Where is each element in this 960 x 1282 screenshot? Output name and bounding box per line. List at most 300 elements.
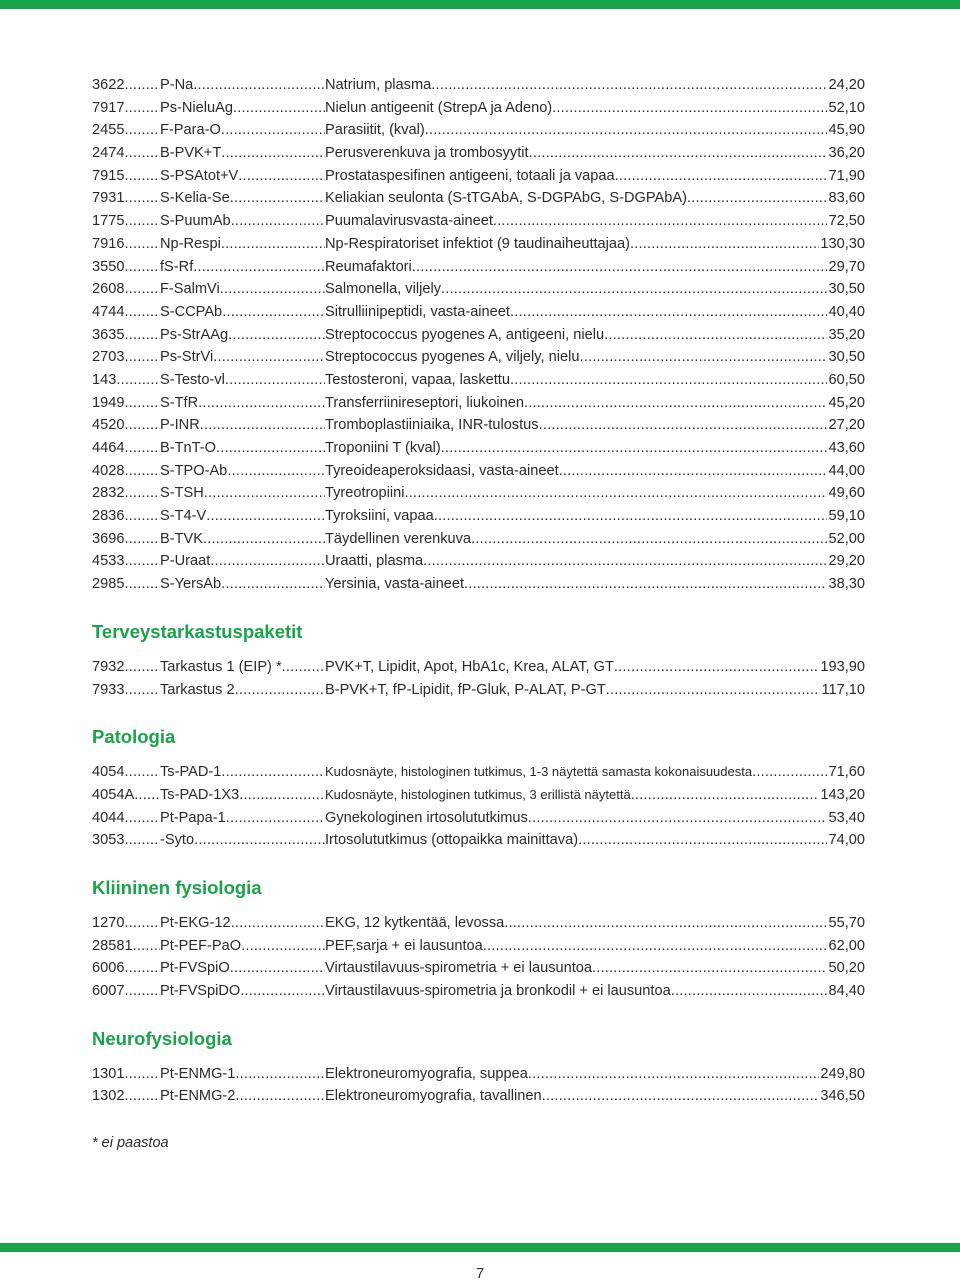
price-row	[92, 829, 865, 852]
test-code	[92, 935, 160, 958]
price-row	[92, 369, 865, 392]
price-row	[92, 679, 865, 702]
test-price: 35,20	[827, 324, 865, 347]
test-price: 30,50	[827, 346, 865, 369]
dot-leader	[124, 119, 160, 142]
test-description-text: Irtosolututkimus (ottopaikka mainittava)	[325, 829, 578, 852]
page-number: 7	[475, 1265, 485, 1282]
dot-leader	[116, 369, 160, 392]
price-list	[92, 74, 865, 1151]
test-description-text: Tyreotropiini	[325, 482, 405, 505]
test-code-text: 2608	[92, 278, 124, 301]
test-code	[92, 165, 160, 188]
dot-leader	[441, 437, 865, 460]
dot-leader	[592, 957, 865, 980]
test-description-text: Natrium, plasma	[325, 74, 431, 97]
price-row	[92, 528, 865, 551]
price-row	[92, 980, 865, 1003]
test-code	[92, 980, 160, 1003]
price-row	[92, 1085, 865, 1108]
dot-leader	[124, 912, 160, 935]
test-code-text: 4744	[92, 301, 124, 324]
test-price: 143,20	[819, 784, 865, 807]
test-abbreviation-text: S-PSAtot+V	[160, 165, 238, 188]
test-description-text: EKG, 12 kytkentää, levossa	[325, 912, 504, 935]
section	[92, 874, 865, 1003]
dot-leader	[124, 482, 160, 505]
test-price: 36,20	[827, 142, 865, 165]
price-row	[92, 278, 865, 301]
test-abbreviation-text: Pt-FVSpiDO	[160, 980, 240, 1003]
price-row	[92, 142, 865, 165]
dot-leader	[559, 460, 865, 483]
test-description-text: Virtaustilavuus-spirometria ja bronkodil + ei lausuntoa	[325, 980, 671, 1003]
test-description-text: Perusverenkuva ja trombosyytit	[325, 142, 529, 165]
test-code-text: 2455	[92, 119, 124, 142]
test-description-text: Salmonella, viljely	[325, 278, 441, 301]
test-description	[325, 119, 865, 142]
test-code	[92, 278, 160, 301]
test-description-text: Streptococcus pyogenes A, antigeeni, nielu	[325, 324, 604, 347]
test-abbreviation-text: Ps-StrAAg	[160, 324, 228, 347]
test-price: 74,00	[827, 829, 865, 852]
test-abbreviation-text: Np-Respi	[160, 233, 221, 256]
test-price: 43,60	[827, 437, 865, 460]
test-abbreviation-text: S-Kelia-Se	[160, 187, 230, 210]
test-price: 30,50	[827, 278, 865, 301]
test-abbreviation-text: S-TPO-Ab	[160, 460, 227, 483]
test-description	[325, 437, 865, 460]
test-description	[325, 460, 865, 483]
test-description-text: Tromboplastiiniaika, INR-tulostus	[325, 414, 539, 437]
test-code-text: 3635	[92, 324, 124, 347]
test-description-text: Yersinia, vasta-aineet	[325, 573, 464, 596]
test-code-text: 1301	[92, 1063, 124, 1086]
section-title: Neurofysiologia	[92, 1027, 232, 1049]
test-price: 71,60	[827, 761, 865, 784]
test-price: 55,70	[827, 912, 865, 935]
test-description	[325, 165, 865, 188]
test-price: 52,10	[827, 97, 865, 120]
test-price: 38,30	[827, 573, 865, 596]
dot-leader	[124, 957, 160, 980]
test-code	[92, 369, 160, 392]
test-price: 84,40	[827, 980, 865, 1003]
dot-leader	[528, 1063, 865, 1086]
test-description	[325, 301, 865, 324]
test-description	[325, 324, 865, 347]
test-price: 24,20	[827, 74, 865, 97]
price-row	[92, 935, 865, 958]
test-abbreviation-text: P-Na	[160, 74, 193, 97]
test-description	[325, 505, 865, 528]
test-description	[325, 784, 865, 807]
price-row	[92, 119, 865, 142]
test-abbreviation-text: S-PuumAb	[160, 210, 231, 233]
price-row	[92, 550, 865, 573]
test-description	[325, 912, 865, 935]
price-row	[92, 656, 865, 679]
test-code	[92, 528, 160, 551]
price-row	[92, 437, 865, 460]
dot-leader	[124, 829, 160, 852]
test-abbreviation-text: S-Testo-vl	[160, 369, 225, 392]
test-description-text: Np-Respiratoriset infektiot (9 taudinaiheuttajaa)	[325, 233, 630, 256]
test-description-text: Virtaustilavuus-spirometria + ei lausuntoa	[325, 957, 592, 980]
dot-leader	[124, 437, 160, 460]
test-code	[92, 346, 160, 369]
test-code-text: 4464	[92, 437, 124, 460]
dot-leader	[124, 392, 160, 415]
dot-leader	[133, 935, 160, 958]
dot-leader	[124, 1063, 160, 1086]
test-code-text: 4533	[92, 550, 124, 573]
dot-leader	[124, 278, 160, 301]
test-code	[92, 119, 160, 142]
test-code	[92, 505, 160, 528]
price-row	[92, 505, 865, 528]
test-code-text: 4044	[92, 807, 124, 830]
test-code-text: 7931	[92, 187, 124, 210]
test-abbreviation-text: S-YersAb	[160, 573, 221, 596]
test-code-text: 3053	[92, 829, 124, 852]
top-accent-bar	[0, 0, 960, 9]
test-description	[325, 807, 865, 830]
dot-leader	[124, 807, 160, 830]
dot-leader	[493, 210, 865, 233]
price-row	[92, 74, 865, 97]
test-code	[92, 301, 160, 324]
test-description	[325, 573, 865, 596]
test-code	[92, 829, 160, 852]
test-description-text: Nielun antigeenit (StrepA ja Adeno)	[325, 97, 552, 120]
test-code	[92, 573, 160, 596]
price-row	[92, 301, 865, 324]
dot-leader	[124, 679, 160, 702]
section-title: Patologia	[92, 726, 176, 748]
dot-leader	[471, 528, 865, 551]
test-code	[92, 912, 160, 935]
price-row	[92, 482, 865, 505]
test-abbreviation-text: Pt-EKG-12	[160, 912, 231, 935]
dot-leader	[124, 550, 160, 573]
test-code	[92, 1085, 160, 1108]
test-description-text: Reumafaktori	[325, 256, 412, 279]
test-code-text: 2832	[92, 482, 124, 505]
test-code-text: 7932	[92, 656, 124, 679]
dot-leader	[504, 912, 865, 935]
dot-leader	[124, 74, 160, 97]
dot-leader	[124, 142, 160, 165]
dot-leader	[510, 369, 865, 392]
dot-leader	[124, 256, 160, 279]
test-code-text: 7915	[92, 165, 124, 188]
test-code-text: 7916	[92, 233, 124, 256]
test-price: 53,40	[827, 807, 865, 830]
test-code-text: 1949	[92, 392, 124, 415]
section-title: Terveystarkastuspaketit	[92, 620, 303, 642]
test-code	[92, 761, 160, 784]
test-abbreviation-text: S-TfR	[160, 392, 198, 415]
test-code	[92, 784, 160, 807]
test-description	[325, 414, 865, 437]
test-code	[92, 957, 160, 980]
dot-leader	[124, 301, 160, 324]
test-description-text: PEF,sarja + ei lausuntoa	[325, 935, 483, 958]
test-code	[92, 414, 160, 437]
dot-leader	[405, 482, 866, 505]
test-description-text: Kudosnäyte, histologinen tutkimus, 1-3 näytettä samasta kokonaisuudesta	[325, 761, 752, 784]
test-description	[325, 1085, 865, 1108]
test-code	[92, 656, 160, 679]
test-code	[92, 256, 160, 279]
dot-leader	[412, 256, 865, 279]
dot-leader	[124, 980, 160, 1003]
test-description	[325, 74, 865, 97]
test-price: 83,60	[827, 187, 865, 210]
main-price-list	[92, 74, 865, 596]
test-abbreviation-text: Pt-ENMG-2	[160, 1085, 235, 1108]
test-code	[92, 437, 160, 460]
test-code	[92, 187, 160, 210]
test-description	[325, 1063, 865, 1086]
test-description	[325, 550, 865, 573]
test-code	[92, 807, 160, 830]
test-code-text: 3622	[92, 74, 124, 97]
test-description	[325, 210, 865, 233]
test-code-text: 28581	[92, 935, 133, 958]
test-description-text: Prostataspesifinen antigeeni, totaali ja vapaa	[325, 165, 615, 188]
price-row	[92, 460, 865, 483]
test-description-text: Keliakian seulonta (S-tTGAbA, S-DGPAbG, S-DGPAbA)	[325, 187, 687, 210]
test-abbreviation-text: Pt-PEF-PaO	[160, 935, 241, 958]
price-row	[92, 256, 865, 279]
dot-leader	[539, 414, 865, 437]
price-row	[92, 957, 865, 980]
test-code	[92, 97, 160, 120]
test-description-text: Gynekologinen irtosolututkimus	[325, 807, 528, 830]
test-abbreviation-text: Pt-ENMG-1	[160, 1063, 235, 1086]
price-row	[92, 165, 865, 188]
test-description	[325, 346, 865, 369]
test-code	[92, 392, 160, 415]
test-price: 52,00	[827, 528, 865, 551]
test-code-text: 2836	[92, 505, 124, 528]
test-description	[325, 278, 865, 301]
test-code-text: 1302	[92, 1085, 124, 1108]
dot-leader	[579, 346, 865, 369]
test-price: 193,90	[819, 656, 865, 679]
dot-leader	[510, 301, 865, 324]
sections-container	[92, 618, 865, 1108]
test-description-text: B-PVK+T, fP-Lipidit, fP-Gluk, P-ALAT, P-GT	[325, 679, 606, 702]
test-description-text: Tyreoideaperoksidaasi, vasta-aineet	[325, 460, 559, 483]
test-code	[92, 324, 160, 347]
section	[92, 723, 865, 852]
test-code-text: 4054A	[92, 784, 134, 807]
test-abbreviation-text: Tarkastus 2	[160, 679, 235, 702]
price-row	[92, 233, 865, 256]
test-abbreviation-text: B-TVK	[160, 528, 203, 551]
dot-leader	[124, 233, 160, 256]
test-description	[325, 980, 865, 1003]
test-abbreviation-text: S-T4-V	[160, 505, 206, 528]
test-description	[325, 957, 865, 980]
test-description	[325, 142, 865, 165]
dot-leader	[124, 97, 160, 120]
test-description-text: Uraatti, plasma	[325, 550, 423, 573]
dot-leader	[425, 119, 865, 142]
test-code-text: 2703	[92, 346, 124, 369]
test-description	[325, 528, 865, 551]
dot-leader	[434, 505, 865, 528]
test-abbreviation-text: P-Uraat	[160, 550, 210, 573]
price-row	[92, 414, 865, 437]
test-code-text: 6006	[92, 957, 124, 980]
price-row	[92, 97, 865, 120]
dot-leader	[524, 392, 865, 415]
test-code	[92, 482, 160, 505]
test-description-text: Transferriinireseptori, liukoinen	[325, 392, 524, 415]
test-code-text: 3696	[92, 528, 124, 551]
price-row	[92, 346, 865, 369]
test-description	[325, 392, 865, 415]
test-abbreviation-text: Pt-FVSpiO	[160, 957, 230, 980]
test-price: 45,90	[827, 119, 865, 142]
test-abbreviation-text: F-Para-O	[160, 119, 221, 142]
price-row	[92, 807, 865, 830]
test-abbreviation-text: Tarkastus 1 (EIP) *	[160, 656, 282, 679]
test-code	[92, 142, 160, 165]
test-abbreviation-text: B-PVK+T	[160, 142, 221, 165]
dot-leader	[124, 460, 160, 483]
test-code-text: 7917	[92, 97, 124, 120]
test-description-text: Parasiitit, (kval)	[325, 119, 425, 142]
test-price: 29,70	[827, 256, 865, 279]
test-description	[325, 233, 865, 256]
test-code-text: 1775	[92, 210, 124, 233]
test-code-text: 2985	[92, 573, 124, 596]
test-code-text: 4520	[92, 414, 124, 437]
test-price: 29,20	[827, 550, 865, 573]
test-code-text: 3550	[92, 256, 124, 279]
dot-leader	[124, 656, 160, 679]
test-price: 59,10	[827, 505, 865, 528]
test-price: 62,00	[827, 935, 865, 958]
test-price: 45,20	[827, 392, 865, 415]
dot-leader	[124, 528, 160, 551]
section	[92, 1025, 865, 1108]
test-code	[92, 460, 160, 483]
dot-leader	[529, 142, 865, 165]
test-price: 50,20	[827, 957, 865, 980]
test-description-text: Puumalavirusvasta-aineet	[325, 210, 493, 233]
dot-leader	[578, 829, 865, 852]
test-price: 40,40	[827, 301, 865, 324]
test-description-text: Täydellinen verenkuva	[325, 528, 471, 551]
test-description	[325, 935, 865, 958]
test-description	[325, 97, 865, 120]
price-row	[92, 573, 865, 596]
test-price: 117,10	[820, 679, 865, 702]
dot-leader	[124, 165, 160, 188]
price-row	[92, 784, 865, 807]
test-code	[92, 233, 160, 256]
test-code	[92, 679, 160, 702]
test-description	[325, 761, 865, 784]
price-row	[92, 210, 865, 233]
dot-leader	[124, 414, 160, 437]
test-abbreviation-text: F-SalmVi	[160, 278, 220, 301]
dot-leader	[124, 210, 160, 233]
price-row	[92, 187, 865, 210]
dot-leader	[124, 573, 160, 596]
dot-leader	[542, 1085, 865, 1108]
test-description-text: Sitrulliinipeptidi, vasta-aineet	[325, 301, 510, 324]
test-price: 249,80	[819, 1063, 865, 1086]
dot-leader	[528, 807, 865, 830]
test-description	[325, 679, 865, 702]
test-price: 49,60	[827, 482, 865, 505]
test-description-text: Kudosnäyte, histologinen tutkimus, 3 erillistä näytettä	[325, 784, 631, 807]
test-price: 72,50	[827, 210, 865, 233]
test-description-text: Streptococcus pyogenes A, viljely, nielu	[325, 346, 579, 369]
test-description-text: Elektroneuromyografia, tavallinen	[325, 1085, 542, 1108]
test-code-text: 7933	[92, 679, 124, 702]
test-price: 60,50	[827, 369, 865, 392]
bottom-accent-bar	[0, 1243, 960, 1252]
test-abbreviation-text: fS-Rf	[160, 256, 193, 279]
test-price: 44,00	[827, 460, 865, 483]
test-code	[92, 550, 160, 573]
dot-leader	[124, 324, 160, 347]
test-code-text: 1270	[92, 912, 124, 935]
test-abbreviation-text: S-TSH	[160, 482, 204, 505]
test-abbreviation-text: Ps-StrVi	[160, 346, 213, 369]
dot-leader	[483, 935, 865, 958]
test-code	[92, 1063, 160, 1086]
test-abbreviation-text: Ts-PAD-1X3	[160, 784, 239, 807]
test-price: 71,90	[827, 165, 865, 188]
test-abbreviation-text: S-CCPAb	[160, 301, 222, 324]
dot-leader	[431, 74, 865, 97]
price-row	[92, 324, 865, 347]
test-code-text: 143	[92, 369, 116, 392]
dot-leader	[124, 505, 160, 528]
dot-leader	[441, 278, 865, 301]
test-price: 130,30	[819, 233, 865, 256]
dot-leader	[124, 761, 160, 784]
price-row	[92, 392, 865, 415]
test-price: 27,20	[827, 414, 865, 437]
dot-leader	[124, 1085, 160, 1108]
test-price: 346,50	[819, 1085, 865, 1108]
test-description-text: Tyroksiini, vapaa	[325, 505, 434, 528]
dot-leader	[124, 187, 160, 210]
dot-leader	[464, 573, 865, 596]
test-code	[92, 74, 160, 97]
test-description	[325, 256, 865, 279]
test-description-text: Troponiini T (kval)	[325, 437, 441, 460]
test-description-text: Elektroneuromyografia, suppea	[325, 1063, 528, 1086]
test-abbreviation-text: -Syto	[160, 829, 194, 852]
test-abbreviation-text: B-TnT-O	[160, 437, 216, 460]
price-row	[92, 761, 865, 784]
section-title: Kliininen fysiologia	[92, 876, 262, 898]
dot-leader	[124, 346, 160, 369]
test-abbreviation-text: P-INR	[160, 414, 200, 437]
test-description-text: Testosteroni, vapaa, laskettu	[325, 369, 510, 392]
